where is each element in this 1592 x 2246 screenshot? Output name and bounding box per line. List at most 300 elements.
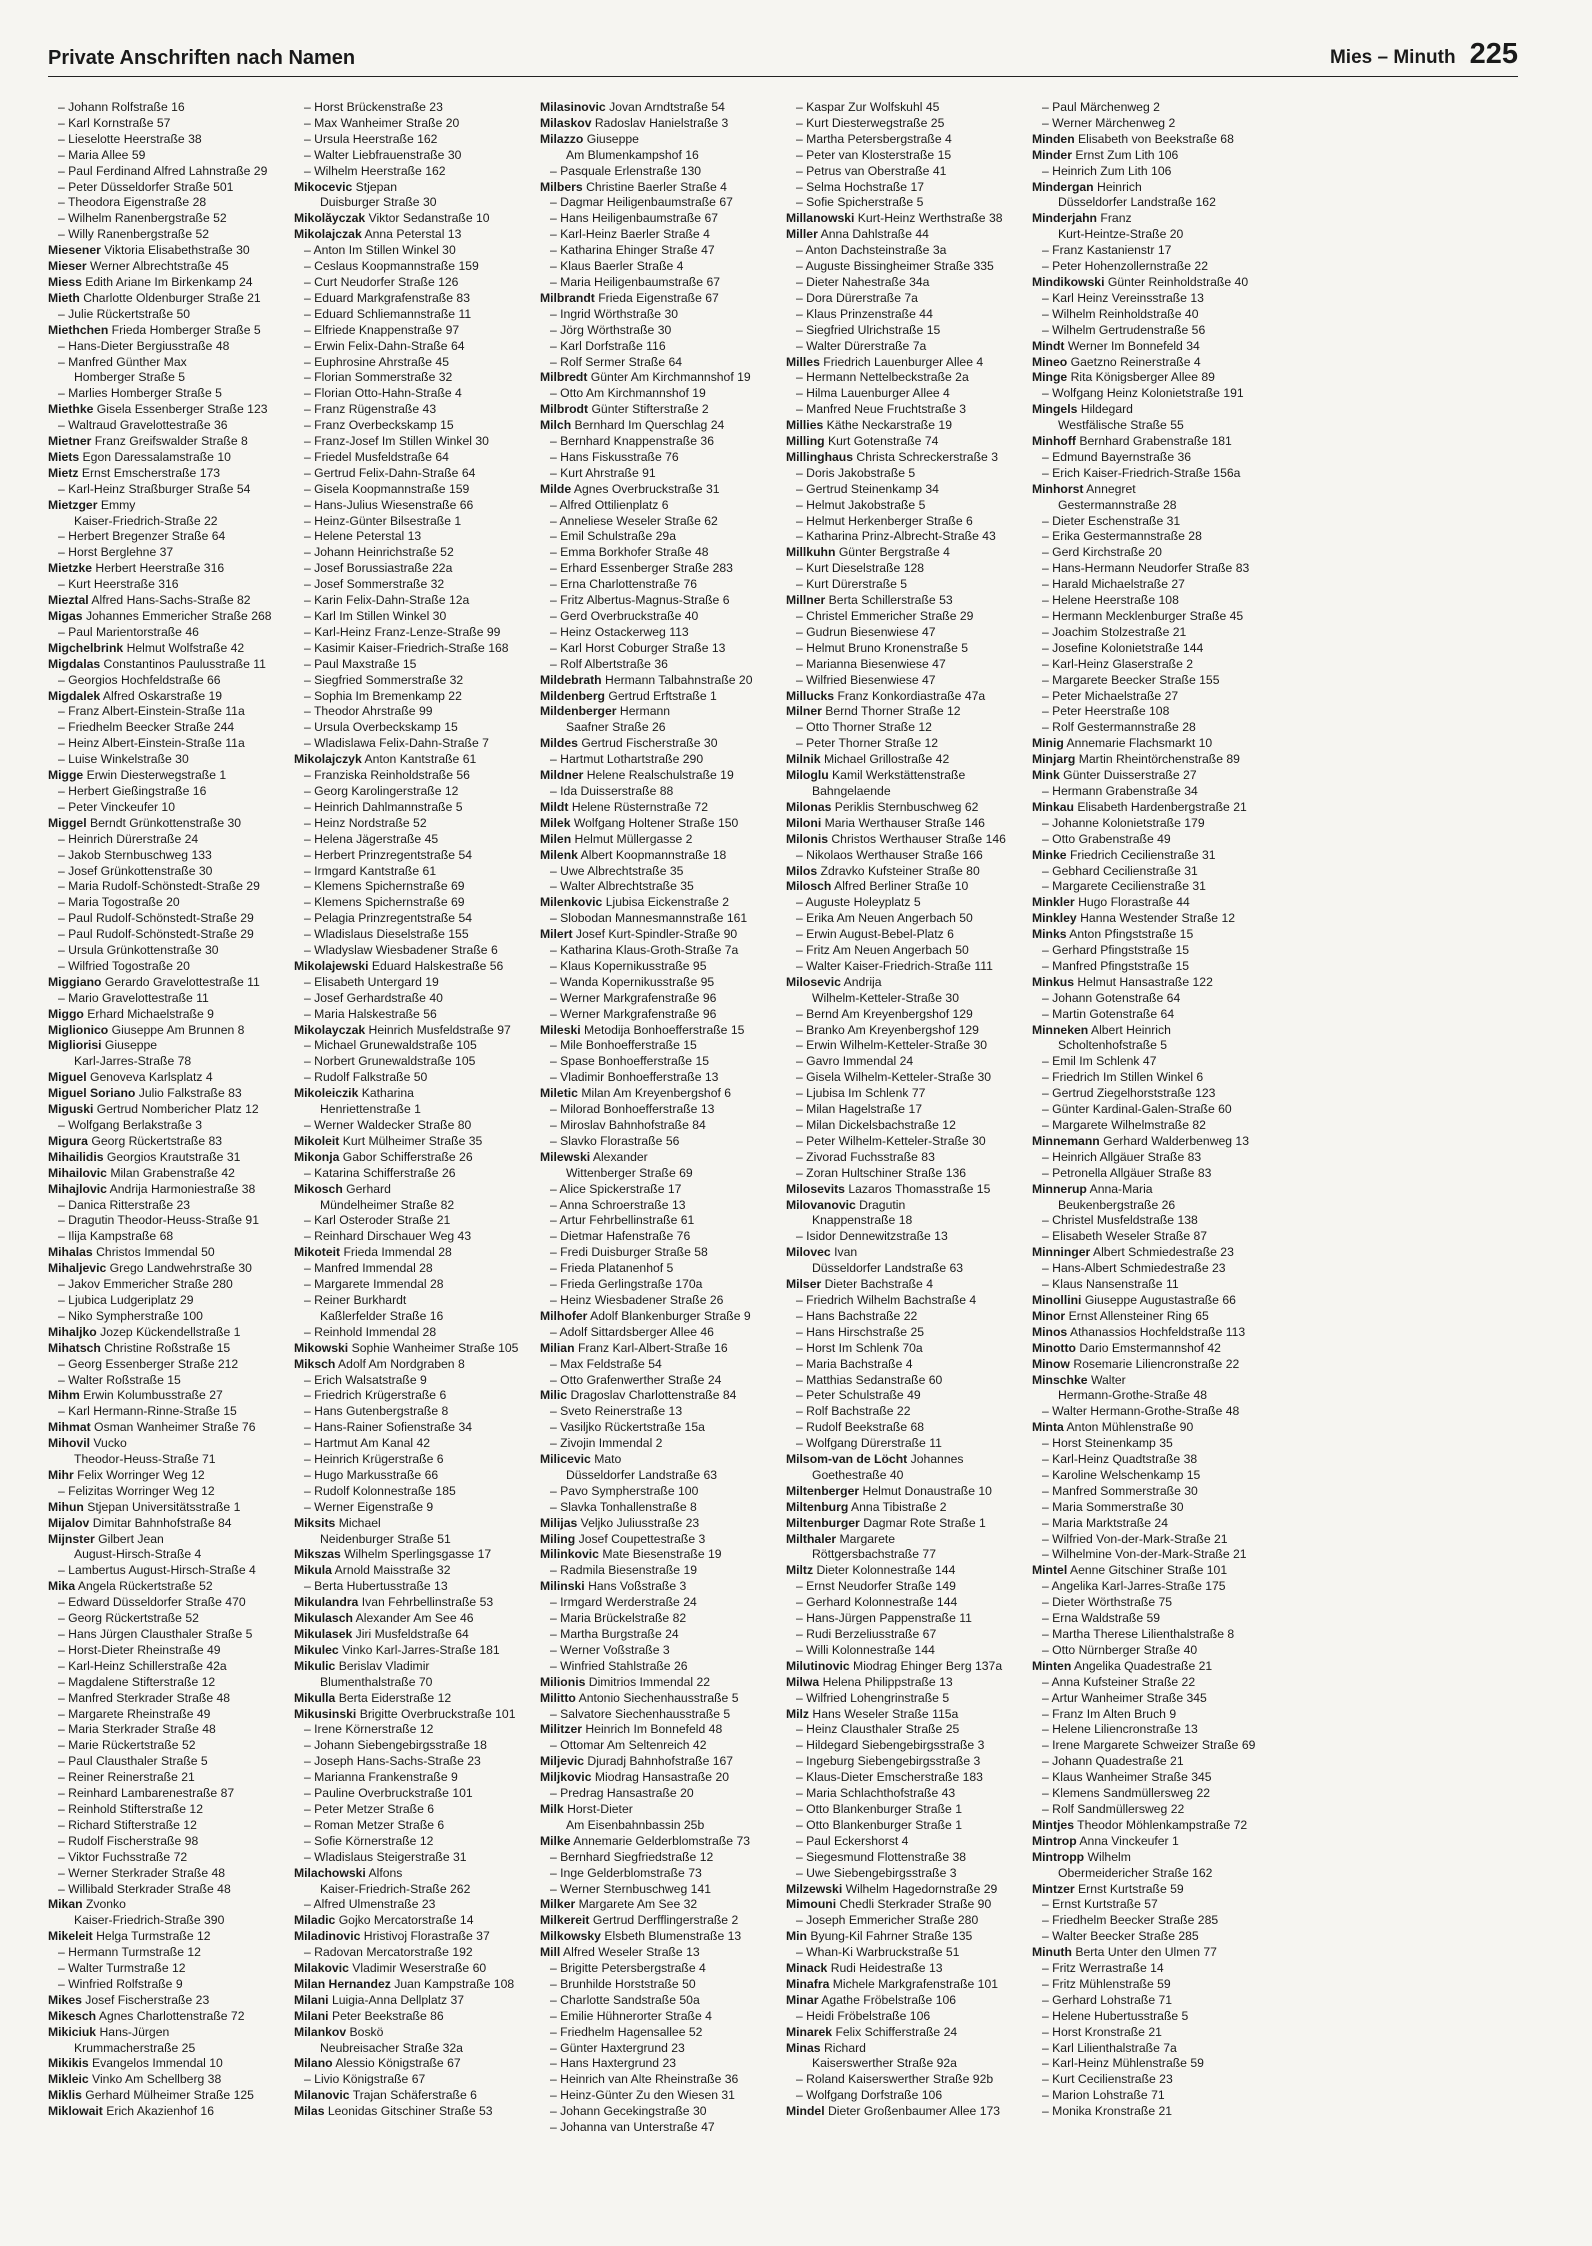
directory-entry <box>786 625 1026 641</box>
entry-text: – Hans Jürgen Clausthaler Straße 5 <box>58 1627 253 1641</box>
directory-entry <box>294 2104 534 2120</box>
directory-entry <box>786 689 1026 705</box>
directory-entry <box>294 1261 534 1277</box>
directory-entry <box>1032 339 1272 355</box>
directory-entry <box>1032 1913 1272 1929</box>
directory-entry <box>294 1834 534 1850</box>
directory-entry <box>294 816 534 832</box>
directory-entry <box>294 943 534 959</box>
entry-text: – Anton Im Stillen Winkel 30 <box>304 243 456 258</box>
entry-text: – Marie Rückertstraße 52 <box>58 1738 196 1753</box>
entry-surname: Milch <box>540 418 572 433</box>
directory-entry <box>48 529 288 545</box>
directory-entry <box>294 164 534 180</box>
entry-text: Neidenburger Straße 51 <box>320 1531 451 1546</box>
entry-surname: Millanowski <box>786 211 855 226</box>
entry-text: – Milan Dickelsbachstraße 12 <box>796 1118 956 1132</box>
directory-entry <box>48 991 288 1007</box>
directory-entry <box>540 943 780 959</box>
entry-text: Gestermannstraße 28 <box>1058 497 1177 512</box>
entry-text: Wittenberger Straße 69 <box>566 1165 693 1180</box>
directory-entry <box>1032 625 1272 641</box>
directory-entry <box>786 1770 1026 1786</box>
entry-surname: Milsom-van de Löcht <box>786 1452 908 1467</box>
entry-surname: Milanovic <box>294 2088 350 2103</box>
entry-text: Arnold Maisstraße 32 <box>334 1563 451 1578</box>
directory-entry <box>540 1198 780 1214</box>
directory-entry <box>294 1945 534 1961</box>
directory-entry <box>294 100 534 116</box>
entry-text: Johannes Emmericher Straße 268 <box>85 609 272 623</box>
entry-surname: Mintzer <box>1032 1881 1075 1896</box>
entry-text: – Josef Grünkottenstraße 30 <box>58 863 213 878</box>
entry-text: Kaßlerfelder Straße 16 <box>320 1308 444 1323</box>
directory-entry <box>48 959 288 975</box>
entry-text: Heinrich Musfeldstraße 97 <box>368 1022 511 1037</box>
entry-text: Düsseldorfer Landstraße 63 <box>566 1467 718 1482</box>
entry-text: Anna-Maria <box>1089 1181 1153 1196</box>
entry-surname: Miets <box>48 449 80 464</box>
entry-surname: Mimouni <box>786 1897 837 1912</box>
entry-surname: Miggiano <box>48 974 102 989</box>
directory-entry <box>48 927 288 943</box>
entry-text: – Werner Märchenweg 2 <box>1042 115 1176 130</box>
directory-entry <box>786 1341 1026 1357</box>
entry-text: August-Hirsch-Straße 4 <box>74 1547 202 1562</box>
entry-text: – Fritz Mühlenstraße 59 <box>1042 1976 1171 1991</box>
entry-text: – Maria Schlachthofstraße 43 <box>796 1786 956 1801</box>
entry-text: – Paul Marientorstraße 46 <box>58 624 199 639</box>
entry-surname: Milutinovic <box>786 1658 850 1673</box>
directory-entry <box>786 1293 1026 1309</box>
directory-entry <box>48 1770 288 1786</box>
directory-entry <box>786 1023 1026 1039</box>
entry-surname: Min <box>786 1929 807 1944</box>
entry-surname: Miesener <box>48 243 101 258</box>
entry-text: – Erna Waldstraße 59 <box>1042 1611 1161 1626</box>
directory-entry <box>294 1786 534 1802</box>
directory-entry <box>294 991 534 1007</box>
directory-entry <box>786 879 1026 895</box>
entry-text: Viktor Sedanstraße 10 <box>368 211 490 226</box>
directory-entry <box>294 195 534 211</box>
entry-text: – Hartmut Lothartstraße 290 <box>550 752 704 767</box>
directory-entry <box>294 1293 534 1309</box>
entry-surname: Milovanovic <box>786 1197 856 1212</box>
directory-entry <box>48 1102 288 1118</box>
entry-surname: Milz <box>786 1706 810 1721</box>
entry-text: – Jörg Wörthstraße 30 <box>550 322 672 337</box>
directory-entry <box>786 259 1026 275</box>
entry-surname: Miksits <box>294 1515 336 1530</box>
directory-entry <box>48 1563 288 1579</box>
entry-text: – Hans-Jürgen Pappenstraße 11 <box>796 1611 972 1626</box>
entry-text: Eduard Halskestraße 56 <box>371 958 504 973</box>
directory-entry <box>48 1675 288 1691</box>
entry-text: Goethestraße 40 <box>812 1467 904 1482</box>
entry-text: – Reiner Burkhardt <box>304 1292 407 1307</box>
entry-surname: Milonis <box>786 831 828 846</box>
directory-entry <box>786 227 1026 243</box>
entry-text: – Irmgard Werderstraße 24 <box>550 1595 697 1610</box>
entry-text: Erwin Diesterwegstraße 1 <box>86 768 227 783</box>
directory-entry <box>1032 275 1272 291</box>
entry-surname: Mildenberger <box>540 704 617 719</box>
entry-text: – Heinz Nordstraße 52 <box>304 815 427 830</box>
entry-surname: Milzewski <box>786 1881 843 1896</box>
directory-entry <box>1032 1468 1272 1484</box>
directory-entry <box>48 370 288 386</box>
entry-text: Andrija Harmoniestraße 38 <box>109 1181 256 1196</box>
directory-entry <box>540 657 780 673</box>
directory-entry <box>1032 418 1272 434</box>
entry-text: – Inge Gelderblomstraße 73 <box>550 1865 702 1880</box>
directory-entry <box>786 927 1026 943</box>
directory-entry <box>786 1261 1026 1277</box>
directory-entry <box>540 1293 780 1309</box>
directory-entry <box>786 1054 1026 1070</box>
entry-text: – Katarina Schifferstraße 26 <box>304 1165 456 1180</box>
directory-entry <box>786 1754 1026 1770</box>
entry-text: – Mario Gravelottestraße 11 <box>58 990 209 1005</box>
entry-surname: Mikocevic <box>294 179 353 194</box>
entry-text: – Pavo Sympherstraße 100 <box>550 1483 699 1498</box>
entry-text: – Erhard Essenberger Straße 283 <box>550 561 733 576</box>
directory-entry <box>294 132 534 148</box>
directory-entry <box>786 2088 1026 2104</box>
entry-surname: Militzer <box>540 1722 582 1737</box>
directory-entry <box>294 1897 534 1913</box>
entry-text: – Whan-Ki Warbruckstraße 51 <box>796 1945 960 1960</box>
entry-text: – Norbert Grunewaldstraße 105 <box>304 1054 476 1069</box>
directory-entry <box>1032 816 1272 832</box>
entry-text: Byung-Kil Fahrner Straße 135 <box>810 1929 973 1944</box>
directory-entry <box>294 1182 534 1198</box>
entry-text: Franz Karl-Albert-Straße 16 <box>577 1340 728 1355</box>
entry-text: – Felizitas Worringer Weg 12 <box>58 1483 215 1498</box>
directory-entry <box>294 2025 534 2041</box>
directory-entry <box>48 1388 288 1404</box>
entry-text: – Florian Sommerstraße 32 <box>304 370 453 385</box>
directory-entry <box>786 1198 1026 1214</box>
directory-entry <box>294 1134 534 1150</box>
entry-text: – Karl-Heinz Mühlenstraße 59 <box>1042 2056 1204 2071</box>
entry-text: – Theodora Eigenstraße 28 <box>58 195 207 210</box>
entry-surname: Minschke <box>1032 1372 1088 1387</box>
entry-text: Margarete <box>839 1531 896 1546</box>
directory-column-3 <box>540 100 780 2230</box>
entry-text: – Wladyslaw Wiesbadener Straße 6 <box>304 943 498 958</box>
directory-entry <box>786 2009 1026 2025</box>
directory-entry <box>540 132 780 148</box>
directory-entry <box>294 1754 534 1770</box>
directory-entry <box>48 1500 288 1516</box>
entry-text: Christine Roßstraße 15 <box>104 1340 231 1355</box>
directory-entry <box>294 1166 534 1182</box>
directory-entry <box>1032 1722 1272 1738</box>
entry-text: – Alfred Ottilienplatz 6 <box>550 497 669 512</box>
entry-surname: Minden <box>1032 131 1075 146</box>
directory-entry <box>786 1150 1026 1166</box>
entry-text: Brigitte Overbruckstraße 101 <box>359 1706 516 1721</box>
directory-entry <box>786 1866 1026 1882</box>
entry-text: Berta Schillerstraße 53 <box>828 593 953 608</box>
entry-text: Gabor Schifferstraße 26 <box>342 1149 473 1164</box>
directory-entry <box>48 291 288 307</box>
directory-entry <box>294 927 534 943</box>
entry-text: Lazaros Thomasstraße 15 <box>848 1181 991 1196</box>
entry-surname: Miggo <box>48 1006 84 1021</box>
directory-entry <box>1032 2072 1272 2088</box>
entry-text: – Martha Burgstraße 24 <box>550 1627 679 1641</box>
entry-text: – Danica Ritterstraße 23 <box>58 1197 191 1212</box>
directory-entry <box>540 339 780 355</box>
directory-entry <box>786 132 1026 148</box>
entry-text: – Siegfried Sommerstraße 32 <box>304 672 464 687</box>
directory-entry <box>540 561 780 577</box>
directory-entry <box>786 704 1026 720</box>
directory-entry <box>540 1818 780 1834</box>
directory-entry <box>1032 704 1272 720</box>
directory-entry <box>294 2009 534 2025</box>
directory-entry <box>294 1818 534 1834</box>
directory-entry <box>294 975 534 991</box>
entry-text: – Elfriede Knappenstraße 97 <box>304 322 460 337</box>
entry-surname: Milke <box>540 1833 571 1848</box>
entry-text: – Rudolf Beekstraße 68 <box>796 1420 925 1435</box>
section-title: Private Anschriften nach Namen <box>48 47 356 69</box>
directory-entry <box>48 116 288 132</box>
directory-entry <box>786 1595 1026 1611</box>
directory-entry <box>786 1818 1026 1834</box>
entry-text: – Josef Gerhardstraße 40 <box>304 990 443 1005</box>
entry-text: Duisburger Straße 30 <box>320 195 437 210</box>
entry-text: Helena Philippstraße 13 <box>822 1674 953 1689</box>
entry-text: – Jakob Sternbuschweg 133 <box>58 847 212 862</box>
directory-entry <box>540 768 780 784</box>
entry-surname: Minar <box>786 1992 819 2007</box>
directory-entry <box>294 1420 534 1436</box>
directory-entry <box>294 2056 534 2072</box>
entry-text: – Sveto Reinerstraße 13 <box>550 1404 683 1419</box>
directory-entry <box>540 1579 780 1595</box>
entry-surname: Mikes <box>48 1992 82 2007</box>
entry-text: – Heinz Clausthaler Straße 25 <box>796 1722 960 1737</box>
entry-text: – Luise Winkelstraße 30 <box>58 752 189 767</box>
entry-text: Felix Worringer Weg 12 <box>77 1467 205 1482</box>
directory-column-4 <box>786 100 1026 2230</box>
entry-text: – Ernst Kurtstraße 57 <box>1042 1897 1158 1912</box>
entry-text: – Manfred Neue Fruchtstraße 3 <box>796 402 967 417</box>
directory-entry <box>294 736 534 752</box>
entry-text: – Hans-Albert Schmiedestraße 23 <box>1042 1261 1226 1276</box>
entry-surname: Mihun <box>48 1499 84 1514</box>
entry-surname: Migas <box>48 609 83 623</box>
entry-text: – Friedhelm Hagensallee 52 <box>550 2024 703 2039</box>
entry-surname: Milani <box>294 2008 329 2023</box>
entry-text: – Werner Voßstraße 3 <box>550 1642 670 1657</box>
entry-surname: Milachowski <box>294 1865 366 1880</box>
entry-text: – Fredi Duisburger Straße 58 <box>550 1245 708 1260</box>
directory-entry <box>48 1977 288 1993</box>
entry-text: Röttgersbachstraße 77 <box>812 1547 936 1562</box>
entry-text: – Auguste Holeyplatz 5 <box>796 895 921 910</box>
directory-entry <box>540 1627 780 1643</box>
entry-surname: Mietzger <box>48 497 98 512</box>
entry-text: – Christel Musfeldstraße 138 <box>1042 1213 1198 1228</box>
entry-surname: Minarek <box>786 2024 833 2039</box>
entry-surname: Mikula <box>294 1563 332 1578</box>
entry-text: Anna Tibistraße 2 <box>851 1499 947 1514</box>
entry-text: Vucko <box>93 1436 127 1451</box>
directory-entry <box>540 1882 780 1898</box>
entry-text: Alexander Am See 46 <box>355 1611 474 1626</box>
entry-surname: Milthaler <box>786 1531 837 1546</box>
entry-text: – Erika Am Neuen Angerbach 50 <box>796 911 973 926</box>
directory-entry <box>540 1786 780 1802</box>
entry-text: – Rolf Sandmüllersweg 22 <box>1042 1801 1185 1816</box>
entry-text: Helene Rüsternstraße 72 <box>571 799 708 814</box>
entry-text: Erhard Michaelstraße 9 <box>87 1006 214 1021</box>
directory-entry <box>48 1929 288 1945</box>
entry-text: – Maria Sterkrader Straße 48 <box>58 1722 216 1737</box>
directory-entry <box>786 1484 1026 1500</box>
entry-surname: Mintjes <box>1032 1817 1074 1832</box>
directory-entry <box>48 1866 288 1882</box>
directory-entry <box>1032 498 1272 514</box>
entry-surname: Mikowski <box>294 1340 349 1355</box>
directory-entry <box>48 832 288 848</box>
entry-surname: Milkowsky <box>540 1929 601 1944</box>
entry-surname: Minder <box>1032 147 1072 162</box>
entry-text: – Dora Dürerstraße 7a <box>796 290 918 305</box>
directory-entry <box>294 1070 534 1086</box>
directory-entry <box>540 148 780 164</box>
entry-text: Mündelheimer Straße 82 <box>320 1197 455 1212</box>
entry-surname: Mikan <box>48 1897 83 1912</box>
directory-entry <box>786 1643 1026 1659</box>
directory-entry <box>786 1516 1026 1532</box>
directory-entry <box>540 1643 780 1659</box>
entry-text: Kurt Gotenstraße 74 <box>827 434 939 449</box>
entry-text: – Herbert Prinzregentstraße 54 <box>304 847 472 862</box>
entry-text: – Friedrich Wilhelm Bachstraße 4 <box>796 1292 977 1307</box>
directory-entry <box>48 689 288 705</box>
directory-entry <box>1032 1150 1272 1166</box>
directory-entry <box>294 1309 534 1325</box>
entry-text: – Radmila Biesenstraße 19 <box>550 1563 697 1578</box>
entry-text: – Paul Ferdinand Alfred Lahnstraße 29 <box>58 163 268 178</box>
directory-entry <box>1032 1229 1272 1245</box>
entry-text: – Gerd Kirchstraße 20 <box>1042 545 1162 560</box>
entry-text: – Rudolf Fischerstraße 98 <box>58 1833 199 1848</box>
directory-entry <box>48 1086 288 1102</box>
directory-entry <box>1032 768 1272 784</box>
directory-entry <box>294 1929 534 1945</box>
directory-entry <box>786 450 1026 466</box>
entry-text: Giuseppe <box>104 1038 158 1053</box>
entry-surname: Minten <box>1032 1658 1072 1673</box>
entry-surname: Mingels <box>1032 402 1078 417</box>
entry-text: – Margarete Wilhelmstraße 82 <box>1042 1118 1206 1132</box>
entry-text: – Peter Wilhelm-Ketteler-Straße 30 <box>796 1133 986 1148</box>
directory-entry <box>786 180 1026 196</box>
entry-text: – Irene Margarete Schweizer Straße 69 <box>1042 1738 1256 1753</box>
entry-surname: Mikulasch <box>294 1611 353 1626</box>
entry-text: – Karl Osteroder Straße 21 <box>304 1213 451 1228</box>
entry-text: – Elisabeth Untergard 19 <box>304 974 439 989</box>
directory-entry <box>540 832 780 848</box>
entry-text: – Peter van Klosterstraße 15 <box>796 147 952 162</box>
directory-entry <box>294 1007 534 1023</box>
directory-entry <box>540 1261 780 1277</box>
directory-entry <box>540 1102 780 1118</box>
directory-entry <box>48 1023 288 1039</box>
entry-text: – Reinhold Stifterstraße 12 <box>58 1801 203 1816</box>
directory-entry <box>786 800 1026 816</box>
entry-text: – Erich Walsatstraße 9 <box>304 1372 427 1387</box>
entry-text: Helmut Müllergasse 2 <box>574 831 693 846</box>
directory-entry <box>540 1182 780 1198</box>
entry-text: – Heinz Ostackerweg 113 <box>550 624 689 639</box>
directory-entry <box>48 720 288 736</box>
directory-entry <box>1032 1341 1272 1357</box>
entry-text: – Karl Hermann-Rinne-Straße 15 <box>58 1404 237 1419</box>
entry-text: – Angelika Karl-Jarres-Straße 175 <box>1042 1579 1226 1594</box>
entry-text: Gertrud Fischerstraße 30 <box>581 736 718 751</box>
entry-text: – Kurt Dieselstraße 128 <box>796 561 925 576</box>
entry-text: – Gerd Overbruckstraße 40 <box>550 609 699 623</box>
directory-entry <box>48 1341 288 1357</box>
directory-entry <box>294 1627 534 1643</box>
entry-text: – Otto Blankenburger Straße 1 <box>796 1801 962 1816</box>
entry-text: – Georg Rückertstraße 52 <box>58 1611 199 1626</box>
entry-surname: Milek <box>540 815 571 830</box>
entry-text: – Kurt Ahrstraße 91 <box>550 465 656 480</box>
entry-text: Veljko Juliusstraße 23 <box>580 1515 700 1530</box>
directory-entry <box>294 1691 534 1707</box>
entry-text: – Horst Im Schlenk 70a <box>796 1340 923 1355</box>
directory-entry <box>294 1659 534 1675</box>
entry-text: – Livio Königstraße 67 <box>304 2072 426 2087</box>
entry-text: – Johann Siebengebirgsstraße 18 <box>304 1738 487 1753</box>
entry-surname: Minor <box>1032 1308 1066 1323</box>
entry-text: Günter Bergstraße 4 <box>838 545 950 560</box>
directory-entry <box>294 1643 534 1659</box>
directory-entry <box>786 1547 1026 1563</box>
directory-entry <box>294 577 534 593</box>
entry-surname: Mindergan <box>1032 179 1094 194</box>
entry-text: Vinko Am Schellberg 38 <box>92 2072 222 2087</box>
entry-text: Peter Beekstraße 86 <box>331 2008 444 2023</box>
entry-text: Zdravko Kufsteiner Straße 80 <box>820 863 980 878</box>
entry-text: – Mile Bonhoefferstraße 15 <box>550 1038 697 1053</box>
entry-surname: Mikulasek <box>294 1627 353 1641</box>
entry-text: – Ottomar Am Seltenreich 42 <box>550 1738 707 1753</box>
entry-text: – Franz-Josef Im Stillen Winkel 30 <box>304 434 489 449</box>
directory-entry <box>1032 1293 1272 1309</box>
entry-text: – Frieda Platanenhof 5 <box>550 1261 674 1276</box>
directory-entry <box>48 2009 288 2025</box>
entry-text: – Slobodan Mannesmannstraße 161 <box>550 911 748 926</box>
entry-text: Chedli Sterkrader Straße 90 <box>839 1897 992 1912</box>
directory-entry <box>294 1882 534 1898</box>
entry-text: Heinrich <box>1097 179 1142 194</box>
directory-entry <box>294 1436 534 1452</box>
directory-entry <box>48 275 288 291</box>
entry-surname: Mieth <box>48 290 80 305</box>
entry-text: Gertrud Nombericher Platz 12 <box>96 1102 259 1117</box>
